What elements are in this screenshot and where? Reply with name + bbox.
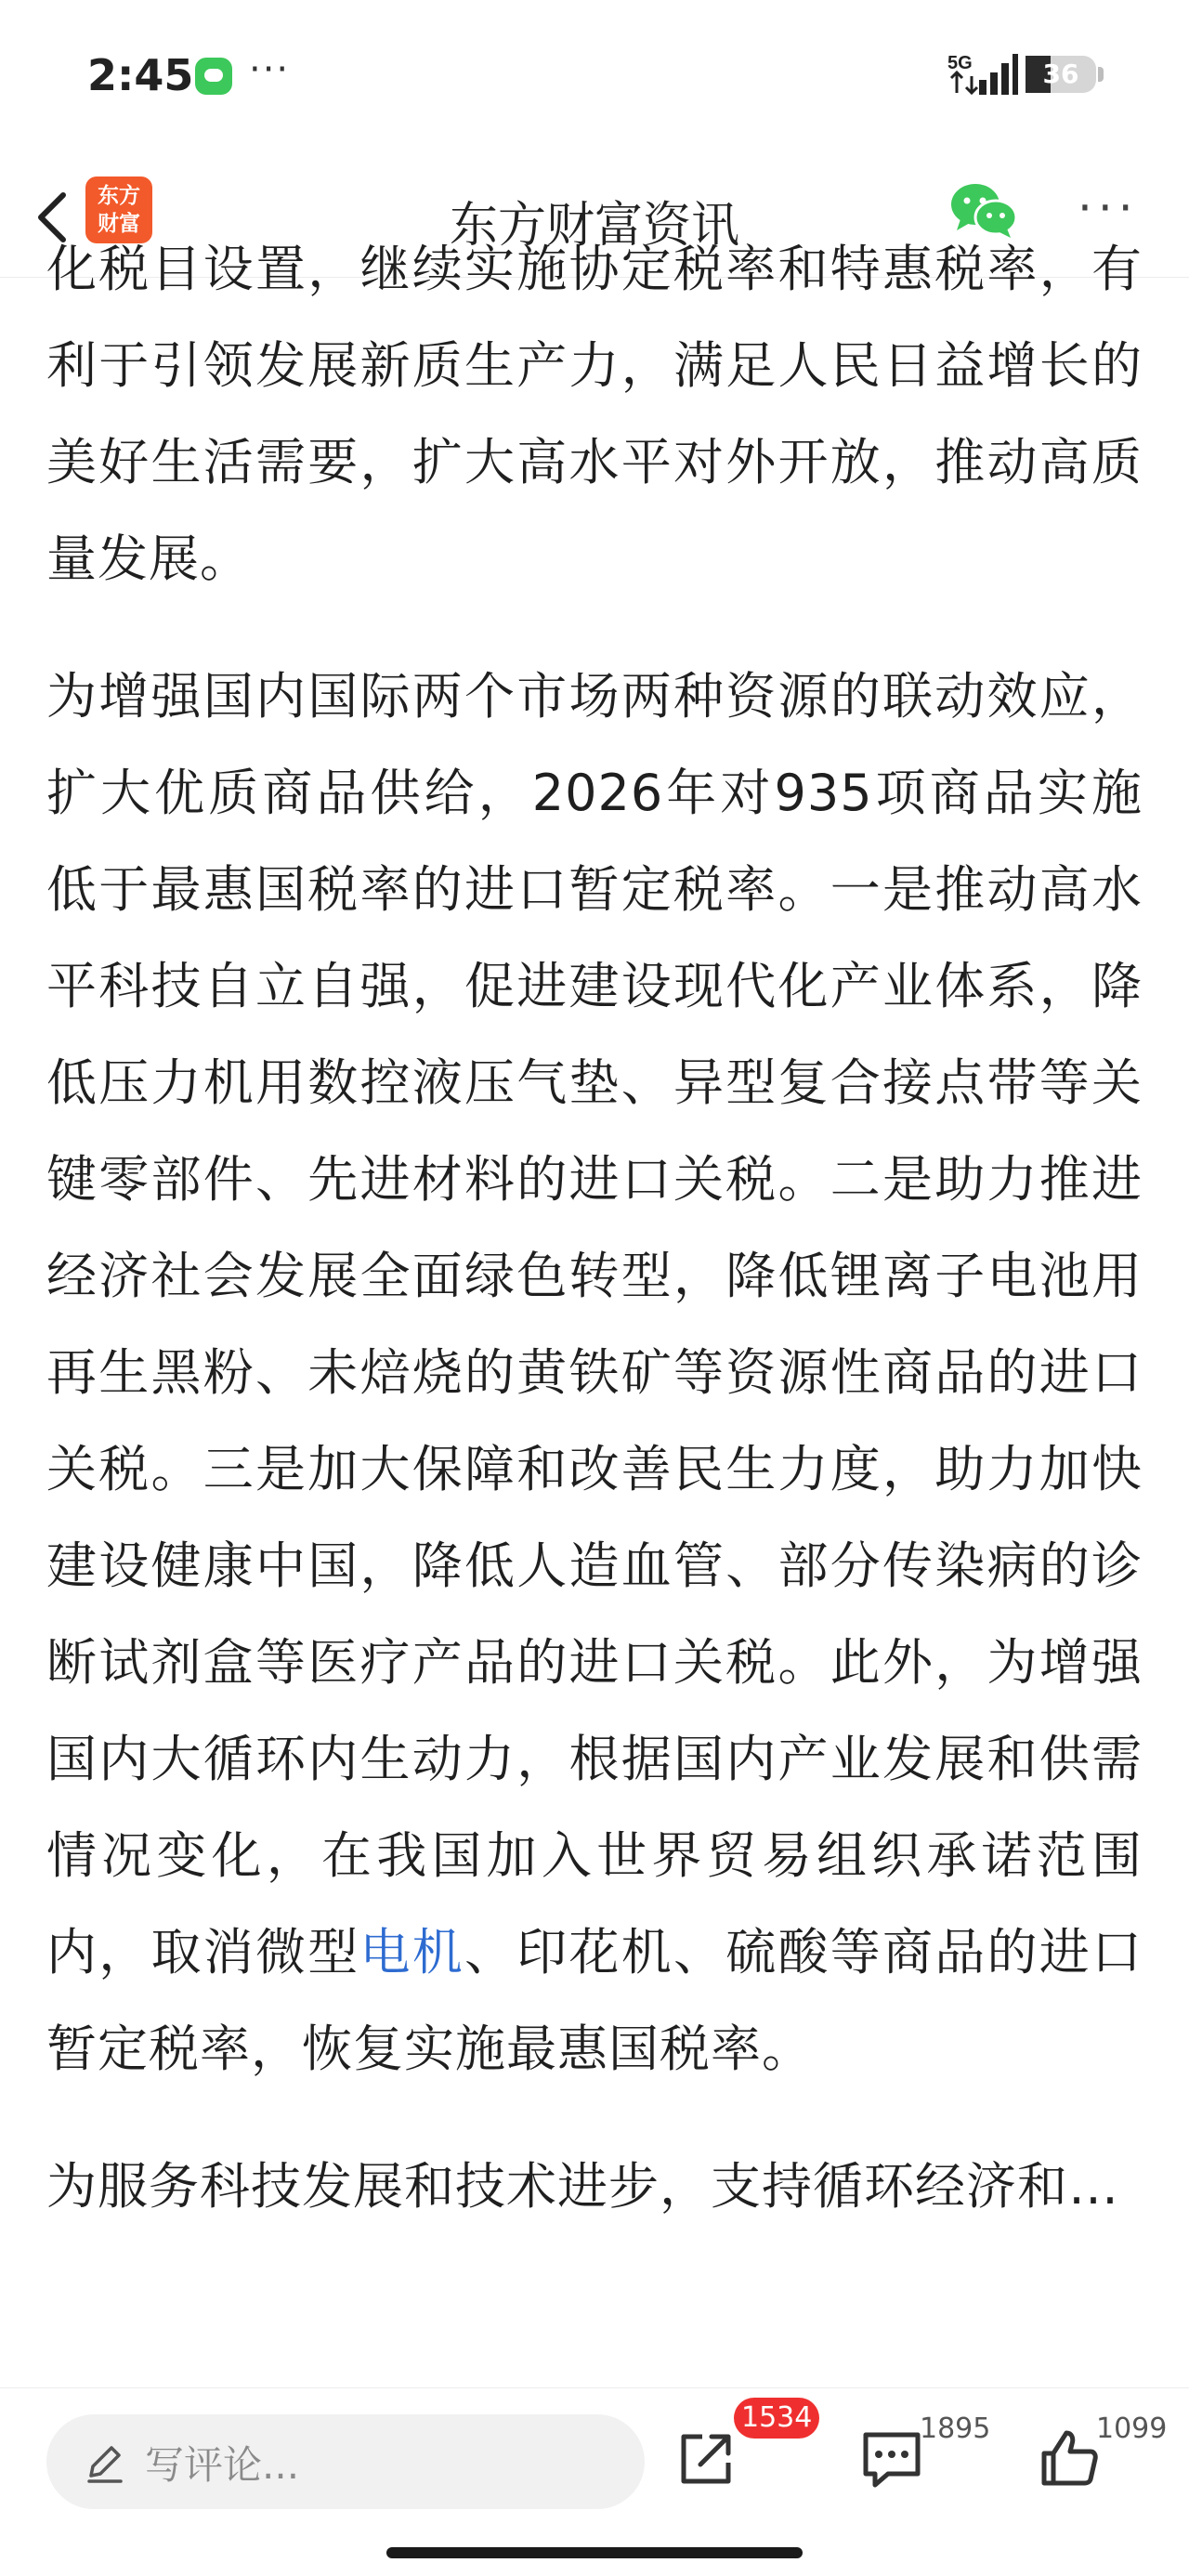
logo-text: 东方 财富 bbox=[98, 184, 140, 236]
paragraph-text: 为增强国内国际两个市场两种资源的联动效应，扩大优质商品供给，2026年对935项商品实施低于最惠国税率的进口暂定税率。一是推动高水平科技自立自强，促进建设现代化产业体系，降低压力机用数控液压气垫、异型复合接点带等关键零部件、先进材料的进口关税。二是助力推进经济社会发展全面绿色转型，降低锂离子电池用再生黑粉、未焙烧的黄铁矿等资源性商品的进口关税。三是加大保障和改善民生力度，助力加快建设健康中国，降低人造血管、部分传染病的诊断试剂盒等医疗产品的进口关税。此外，为增强国内大循环内生动力，根据国内产业发展和供需情况变化，在我国加入世界贸易组织承诺范围内，取消微型 bbox=[46, 667, 1143, 1981]
article-paragraph bbox=[46, 648, 1143, 2098]
page-title: 东方财富资讯 bbox=[449, 198, 739, 254]
article-body bbox=[46, 221, 1143, 2276]
share-count-badge: 1534 bbox=[734, 2398, 819, 2439]
comment-input[interactable] bbox=[46, 2414, 645, 2509]
network-label: 5G bbox=[947, 53, 973, 73]
paragraph-text: 、印花机、硫酸等商品的进口暂定税率，恢复实施最惠国税率。 bbox=[46, 1923, 1143, 2078]
like-count: 1099 bbox=[1096, 2413, 1168, 2445]
status-time: 2:45 bbox=[87, 50, 194, 100]
menu-icon[interactable]: ··· bbox=[1078, 181, 1139, 235]
article-paragraph bbox=[46, 221, 1143, 608]
signal-icon bbox=[947, 50, 1018, 97]
comment-count: 1895 bbox=[920, 2413, 991, 2445]
comment-icon[interactable] bbox=[860, 2429, 923, 2491]
article-content[interactable] bbox=[0, 240, 1189, 2387]
message-icon bbox=[195, 58, 232, 95]
status-more-icon: ··· bbox=[249, 48, 291, 91]
battery-level: 36 bbox=[1042, 59, 1079, 89]
battery-tip bbox=[1098, 67, 1104, 82]
battery-icon bbox=[1026, 56, 1096, 93]
share-icon[interactable] bbox=[676, 2429, 736, 2489]
like-icon[interactable] bbox=[1039, 2427, 1100, 2489]
stock-link[interactable]: 电机 bbox=[359, 1923, 464, 1981]
status-bar bbox=[0, 0, 1189, 158]
paragraph-text: … bbox=[1068, 2157, 1119, 2216]
comment-placeholder: 写评论... bbox=[145, 2442, 300, 2488]
home-indicator bbox=[386, 2547, 803, 2558]
paragraph-text: 化税目设置，继续实施协定税率和特惠税率，有利于引领发展新质生产力，满足人民日益增长的美好生活需要，扩大高水平对外开放，推动高质量发展。 bbox=[46, 240, 1143, 588]
pencil-icon bbox=[82, 2439, 128, 2485]
article-paragraph bbox=[46, 2138, 1143, 2235]
paragraph-text: 为服务科技发展和技术进步，支持循环经济和 bbox=[46, 2157, 1068, 2216]
